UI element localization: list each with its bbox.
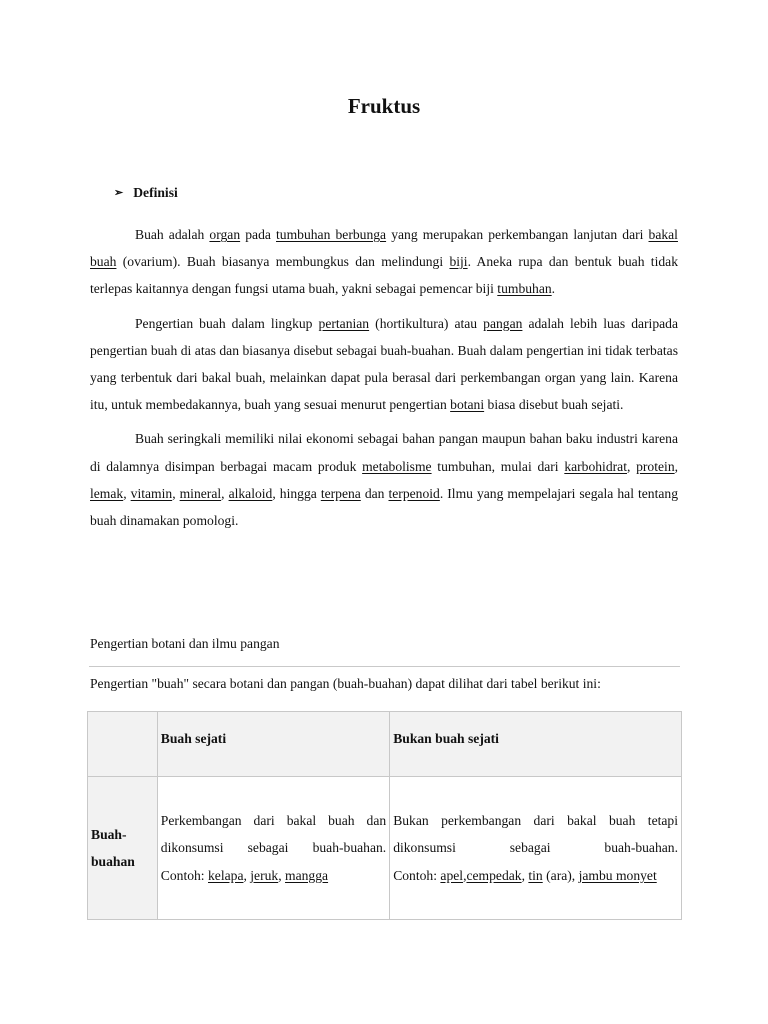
page-title: Fruktus [347,94,421,118]
link-lemak[interactable]: lemak [90,485,124,501]
link-vitamin[interactable]: vitamin [130,485,173,501]
header-cell-bukan-buah-sejati: Bukan buah sejati [390,712,682,777]
cell-bukan-buah-sejati: Bukan perkembangan dari bakal buah tetapi dikonsumsi sebagai buah-buahan. Contoh: apel,cempedak, tin (ara), jambu monyet [390,777,682,920]
link-cempedak[interactable]: cempedak [466,867,522,883]
link-terpenoid[interactable]: terpenoid [388,485,440,501]
link-pertanian[interactable]: pertanian [318,315,370,331]
link-biji[interactable]: biji [449,254,468,270]
header-cell-buah-sejati: Buah sejati [157,712,389,777]
link-mineral[interactable]: mineral [179,485,222,501]
table-row [88,777,682,920]
paragraph-1: Buah adalah organ pada tumbuhan berbunga yang merupakan perkembangan lanjutan dari bakal buah (ovarium). Buah biasanya membungkus dan melindungi biji. Aneka rupa dan bentuk buah tidak terlepas kaitannya dengan fungsi utama buah, yakni sebagai pemencar biji tumbuhan. [90,227,678,297]
link-apel[interactable]: apel [440,867,464,883]
link-mangga[interactable]: mangga [285,867,329,883]
horizontal-divider [89,666,680,667]
definition-body [90,221,678,541]
link-tin[interactable]: tin [528,867,543,883]
cell-buah-sejati: Perkembangan dari bakal buah dan dikonsumsi sebagai buah-buahan. Contoh: kelapa, jeruk, mangga [157,777,389,920]
link-botani[interactable]: botani [450,397,485,413]
link-organ[interactable]: organ [209,227,241,242]
link-tumbuhan[interactable]: tumbuhan [497,281,552,297]
comparison-table [87,711,682,920]
link-kelapa[interactable]: kelapa [208,867,244,883]
link-jeruk[interactable]: jeruk [250,867,279,883]
header-cell-empty [88,712,158,777]
cell-text-line: Perkembangan dari bakal buah dan [160,812,387,828]
section-heading-label: Definisi [133,185,178,200]
link-karbohidrat[interactable]: karbohidrat [564,458,627,474]
paragraph-3: Buah seringkali memiliki nilai ekonomi sebagai bahan pangan maupun bahan baku industri karena di dalamnya disimpan berbagai macam produk metabolisme tumbuhan, mulai dari karbohidrat, protein, lemak, vitamin, mineral, alkaloid, hingga terpena dan terpenoid. Ilmu yang mempelajari segala hal tentang buah dinamakan pomologi. [90,431,679,529]
link-bakal-buah[interactable]: bakal buah [90,227,678,270]
section-heading-definisi [114,185,178,201]
subheading-botani-pangan: Pengertian botani dan ilmu pangan [90,636,280,651]
link-terpena[interactable]: terpena [320,485,361,501]
link-pangan[interactable]: pangan [483,315,523,331]
cell-text-line: Bukan perkembangan dari bakal buah tetapi [393,812,678,828]
link-jambu-monyet[interactable]: jambu monyet [578,867,657,883]
table-header-row [88,712,682,777]
link-tumbuhan-berbunga[interactable]: tumbuhan berbunga [276,227,387,242]
example-label: Contoh: [160,867,208,883]
link-metabolisme[interactable]: metabolisme [362,458,432,474]
cell-text-line: dikonsumsi sebagai buah-buahan. [160,840,387,856]
table-intro-text: Pengertian "buah" secara botani dan pangan (buah-buahan) dapat dilihat dari tabel berikut ini: [90,676,601,691]
example-label: Contoh: [393,867,441,883]
arrow-bullet-icon: ➢ [114,187,124,199]
cell-text-line: dikonsumsi sebagai buah-buahan. [393,840,678,856]
link-alkaloid[interactable]: alkaloid [228,485,273,501]
row-label-buah-buahan: Buah- buahan [88,777,158,920]
link-protein[interactable]: protein [636,458,675,474]
paragraph-2: Pengertian buah dalam lingkup pertanian (hortikultura) atau pangan adalah lebih luas daripada pengertian buah di atas dan biasanya disebut sebagai buah-buahan. Buah dalam pengertian ini tidak terbatas yang terbentuk dari bakal buah, melainkan dapat pula berasal dari perkembangan organ yang lain. Karena itu, untuk membedakannya, buah yang sesuai menurut pengertian botani biasa disebut buah sejati. [90,315,678,413]
